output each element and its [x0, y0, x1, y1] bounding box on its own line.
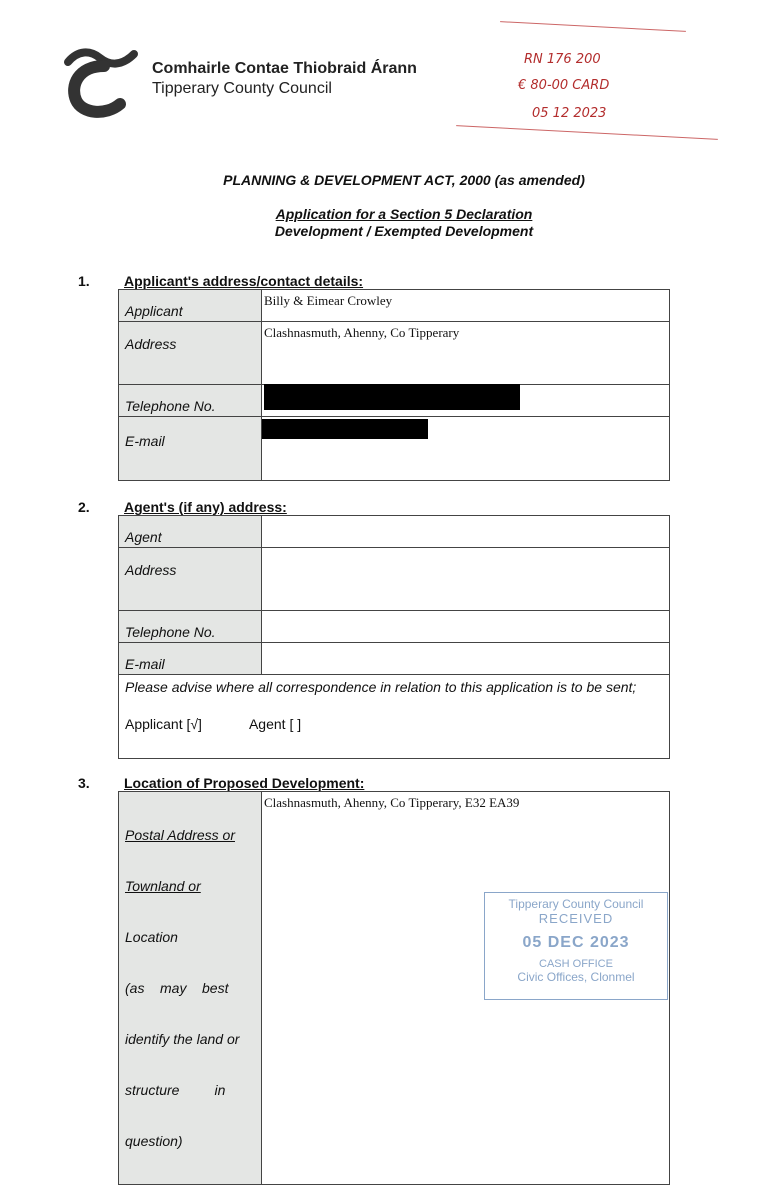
agent-field[interactable]	[262, 516, 670, 548]
applicant-option-checkbox[interactable]: Applicant [√]	[125, 716, 202, 732]
telephone-label: Telephone No.	[119, 385, 262, 417]
applicant-field[interactable]: Billy & Eimear Crowley	[262, 290, 670, 322]
section-2-heading: Agent's (if any) address:	[124, 499, 287, 515]
address-field[interactable]: Clashnasmuth, Ahenny, Co Tipperary	[262, 322, 670, 385]
agent-email-field[interactable]	[262, 643, 670, 675]
address-label: Address	[119, 322, 262, 385]
handwritten-line	[500, 21, 686, 32]
agent-email-label: E-mail	[119, 643, 262, 675]
handwritten-date: 05 12 2023	[532, 106, 607, 121]
telephone-field[interactable]	[262, 385, 670, 417]
council-name-irish: Comhairle Contae Thiobraid Árann	[152, 60, 417, 77]
council-logo-icon	[60, 42, 140, 118]
council-name-english: Tipperary County Council	[152, 80, 332, 97]
handwritten-fee: € 80-00 CARD	[518, 78, 610, 93]
correspondence-box	[119, 675, 670, 759]
agent-label: Agent	[119, 516, 262, 548]
section-3-number: 3.	[78, 775, 90, 791]
agent-address-label: Address	[119, 548, 262, 611]
redaction-bar	[264, 384, 520, 410]
applicant-label: Applicant	[119, 290, 262, 322]
correspondence-note: Please advise where all correspondence in relation to this application is to be sent;	[125, 679, 637, 695]
section-3-heading: Location of Proposed Development:	[124, 775, 365, 791]
received-stamp: Tipperary County Council RECEIVED 05 DEC 2023 CASH OFFICE Civic Offices, Clonmel	[484, 892, 668, 1000]
development-title: Development / Exempted Development	[274, 223, 534, 239]
section-2-number: 2.	[78, 499, 90, 515]
redaction-bar	[262, 419, 428, 439]
email-label: E-mail	[119, 417, 262, 481]
location-label: Postal Address or Townland or Location (as may best identify the land or structure in question)	[119, 792, 262, 1185]
agent-option-checkbox[interactable]: Agent [ ]	[248, 716, 302, 732]
agent-address-field[interactable]	[262, 548, 670, 611]
section-1-heading: Applicant's address/contact details:	[124, 273, 364, 289]
location-field[interactable]: Clashnasmuth, Ahenny, Co Tipperary, E32 EA39	[262, 792, 670, 1185]
application-title: Application for a Section 5 Declaration	[275, 206, 533, 222]
agent-telephone-label: Telephone No.	[119, 611, 262, 643]
email-field[interactable]	[262, 417, 670, 481]
section-1-number: 1.	[78, 273, 90, 289]
act-title: PLANNING & DEVELOPMENT ACT, 2000 (as amended)	[223, 172, 585, 188]
handwritten-reference: RN 176 200	[524, 52, 601, 67]
agent-details-table	[118, 515, 670, 759]
handwritten-line	[456, 125, 718, 140]
agent-telephone-field[interactable]	[262, 611, 670, 643]
applicant-details-table	[118, 289, 670, 481]
